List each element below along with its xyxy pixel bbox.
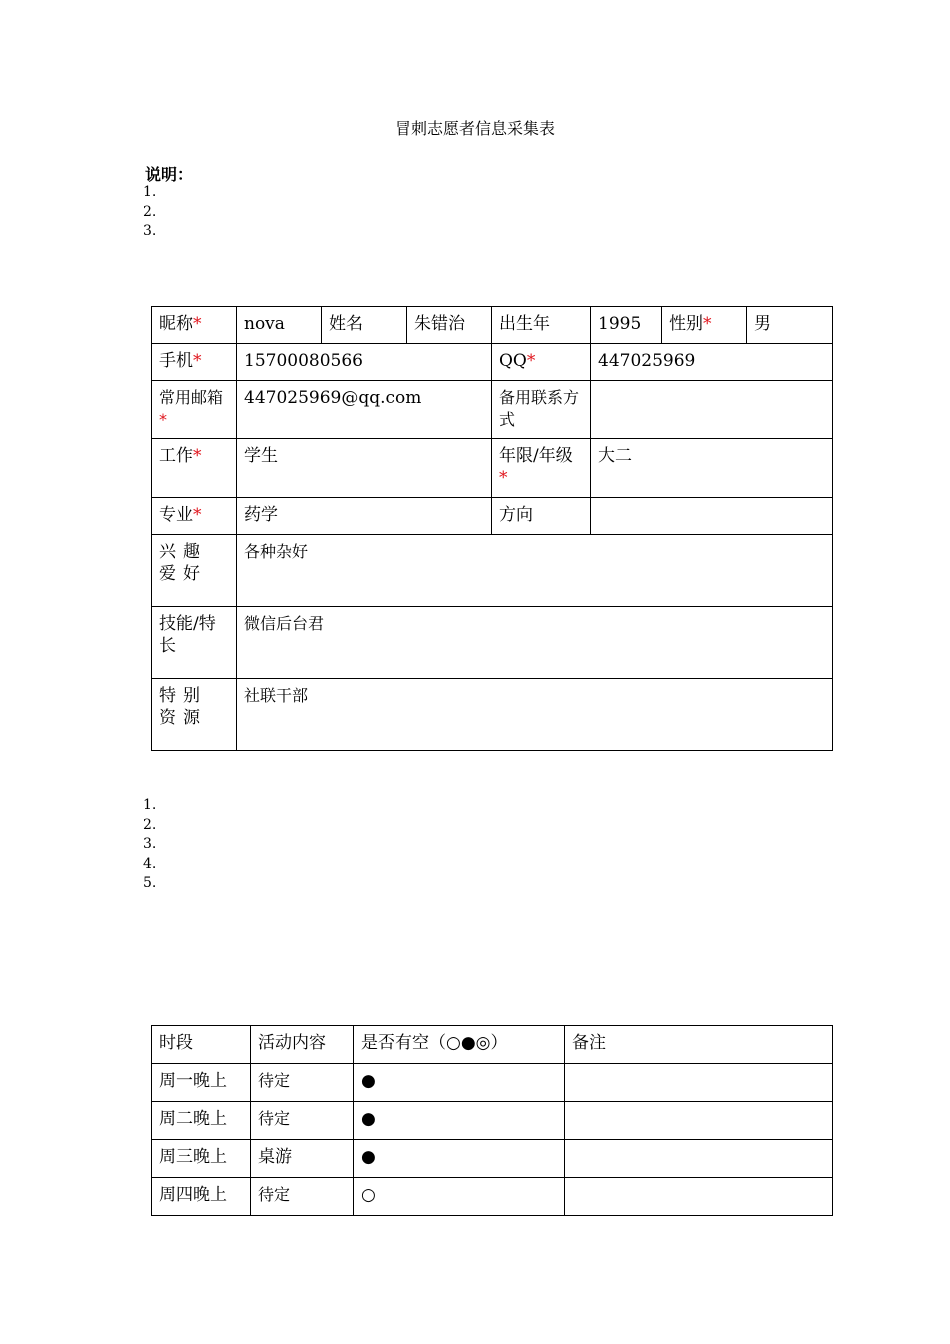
column-header: 时段 — [152, 1026, 251, 1064]
grade-value[interactable]: 大二 — [591, 439, 833, 498]
skill-value[interactable]: 微信后台君 — [237, 607, 833, 679]
table-row — [152, 307, 833, 344]
nickname-value[interactable]: nova — [237, 307, 322, 344]
required-mark: * — [159, 410, 167, 429]
period-cell: 周四晚上 — [152, 1178, 251, 1216]
instructions-heading: 说明： — [145, 165, 194, 184]
table-row — [152, 381, 833, 439]
list-item: 2. — [143, 816, 157, 833]
list-item: 3. — [143, 223, 157, 239]
job-value[interactable]: 学生 — [237, 439, 492, 498]
note-cell[interactable] — [565, 1140, 833, 1178]
activity-cell[interactable]: 待定 — [251, 1064, 354, 1102]
column-header: 是否有空（○●◎） — [354, 1026, 565, 1064]
required-mark: * — [703, 314, 712, 334]
alt-contact-value[interactable] — [591, 381, 833, 439]
table-row — [152, 607, 833, 679]
nickname-label: 昵称* — [152, 307, 237, 344]
note-cell[interactable] — [565, 1102, 833, 1140]
direction-value[interactable] — [591, 498, 833, 535]
table-row — [152, 1102, 833, 1140]
availability-cell[interactable]: ● — [354, 1102, 565, 1140]
list-item: 5. — [143, 875, 157, 891]
table-row — [152, 498, 833, 535]
note-cell[interactable] — [565, 1178, 833, 1216]
list-item: 3. — [143, 836, 157, 852]
column-header: 活动内容 — [251, 1026, 354, 1064]
table-row — [152, 679, 833, 751]
gender-value[interactable]: 男 — [747, 307, 833, 344]
volunteer-info-table — [151, 306, 833, 751]
availability-cell[interactable]: ○ — [354, 1178, 565, 1216]
list-item: 2. — [143, 203, 157, 220]
direction-label: 方向 — [492, 498, 591, 535]
table-header-row — [152, 1026, 833, 1064]
major-value[interactable]: 药学 — [237, 498, 492, 535]
required-mark: * — [193, 351, 202, 371]
hobby-label: 兴趣爱好 — [152, 535, 237, 607]
schedule-table — [151, 1025, 833, 1216]
list-item: 1. — [143, 797, 157, 813]
table-row — [152, 344, 833, 381]
list-item: 1. — [143, 184, 157, 200]
activity-cell[interactable]: 桌游 — [251, 1140, 354, 1178]
major-label: 专业* — [152, 498, 237, 535]
resource-value[interactable]: 社联干部 — [237, 679, 833, 751]
table-row — [152, 1064, 833, 1102]
birth-year-value[interactable]: 1995 — [591, 307, 662, 344]
gender-label: 性别* — [662, 307, 747, 344]
resource-label: 特别资源 — [152, 679, 237, 751]
hobby-value[interactable]: 各种杂好 — [237, 535, 833, 607]
grade-label: 年限/年级 * — [492, 439, 591, 498]
required-mark: * — [526, 351, 536, 371]
skill-label: 技能/特长 — [152, 607, 237, 679]
period-cell: 周一晚上 — [152, 1064, 251, 1102]
activity-cell[interactable]: 待定 — [251, 1178, 354, 1216]
qq-value[interactable]: 447025969 — [591, 344, 833, 381]
period-cell: 周三晚上 — [152, 1140, 251, 1178]
alt-contact-label: 备用联系方式 — [492, 381, 591, 439]
table-row — [152, 439, 833, 498]
birth-year-label: 出生年 — [492, 307, 591, 344]
name-value[interactable]: 朱错治 — [407, 307, 492, 344]
required-mark: * — [193, 505, 202, 525]
period-cell: 周二晚上 — [152, 1102, 251, 1140]
availability-cell[interactable]: ● — [354, 1064, 565, 1102]
activity-cell[interactable]: 待定 — [251, 1102, 354, 1140]
email-value[interactable]: 447025969@qq.com — [237, 381, 492, 439]
phone-value[interactable]: 15700080566 — [237, 344, 492, 381]
list-item: 4. — [143, 855, 157, 872]
table-row — [152, 1178, 833, 1216]
required-mark: * — [193, 314, 202, 334]
email-label: 常用邮箱 * — [152, 381, 237, 439]
required-mark: * — [193, 446, 202, 466]
table-row — [152, 1140, 833, 1178]
required-mark: * — [499, 468, 508, 488]
form-title: 冒刺志愿者信息采集表 — [394, 119, 555, 138]
availability-cell[interactable]: ● — [354, 1140, 565, 1178]
name-label: 姓名 — [322, 307, 407, 344]
phone-label: 手机* — [152, 344, 237, 381]
job-label: 工作* — [152, 439, 237, 498]
column-header: 备注 — [565, 1026, 833, 1064]
note-cell[interactable] — [565, 1064, 833, 1102]
numbered-list — [143, 796, 156, 894]
instructions-list — [143, 183, 156, 242]
qq-label: QQ* — [492, 344, 591, 381]
table-row — [152, 535, 833, 607]
